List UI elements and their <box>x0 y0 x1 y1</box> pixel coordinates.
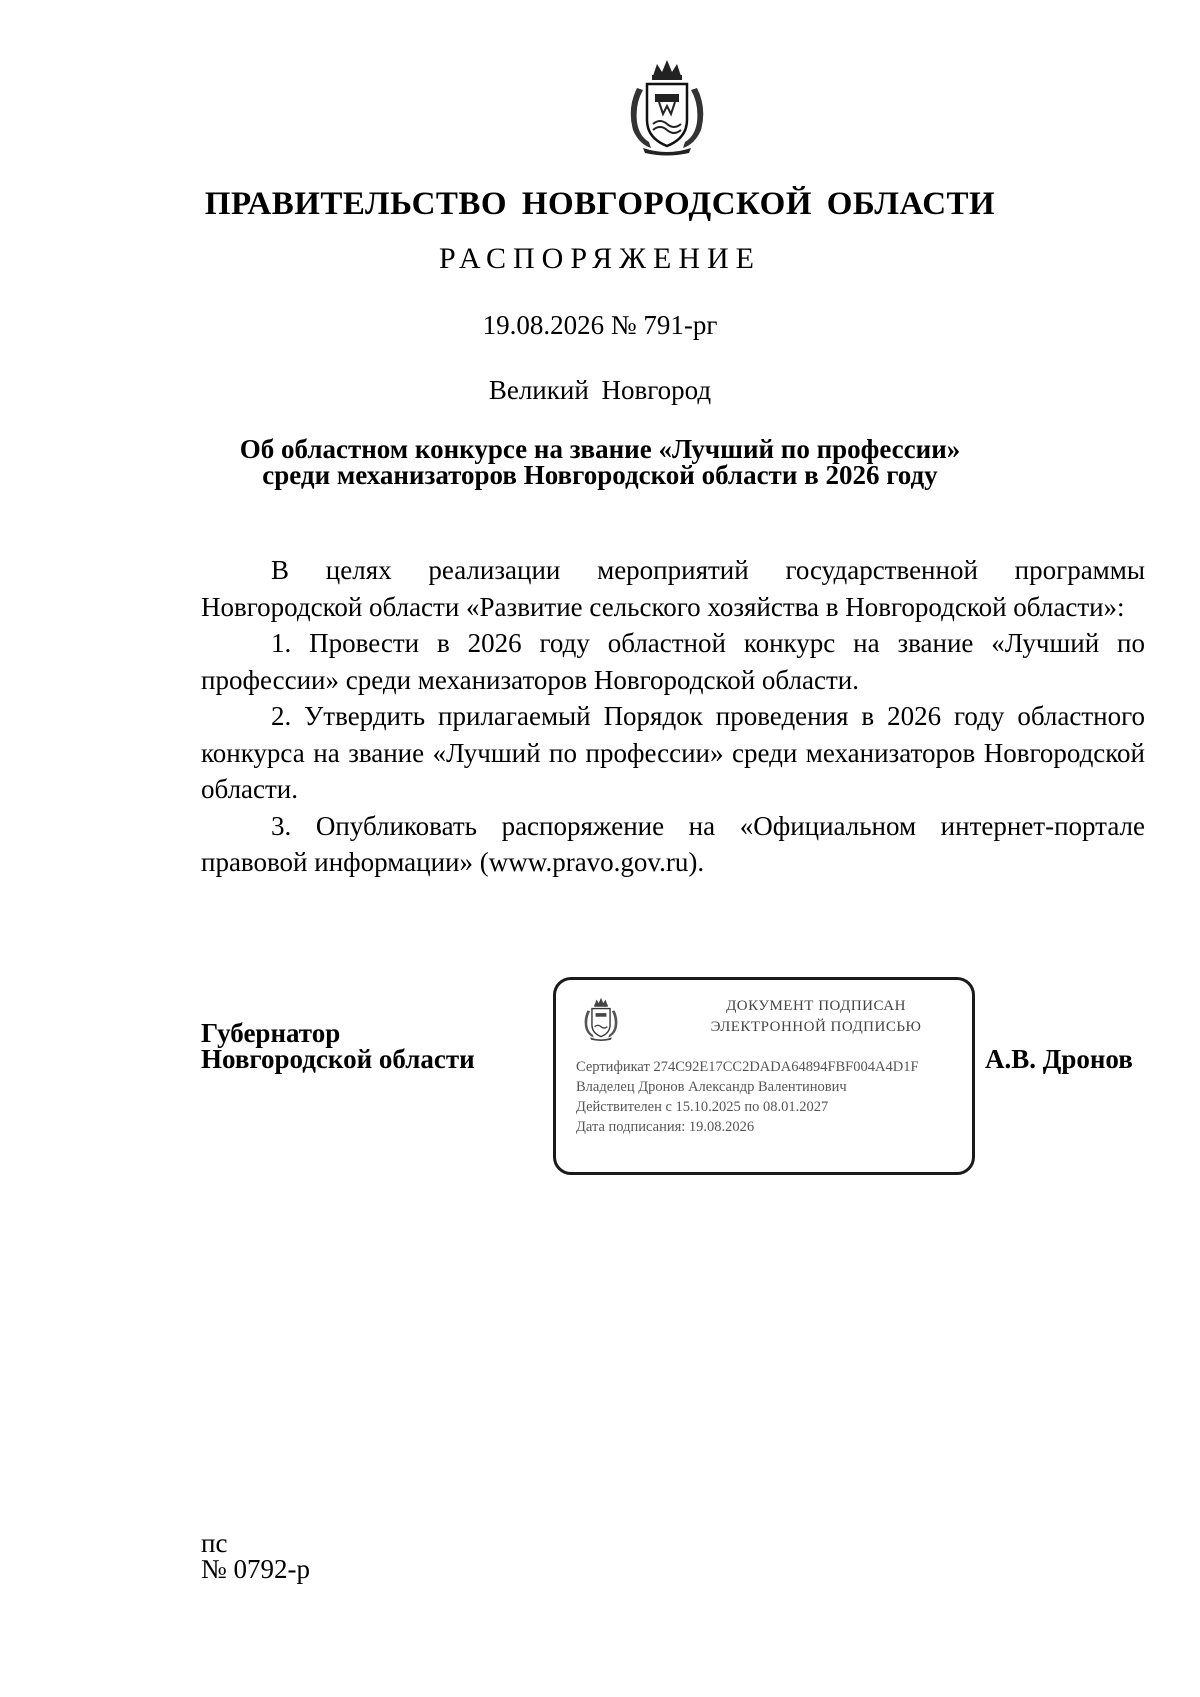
document-footer <box>201 1530 310 1582</box>
novgorod-coat-of-arms-icon <box>625 58 709 156</box>
position-line-1: Губернатор <box>201 1018 341 1048</box>
signatory-position <box>201 1020 475 1072</box>
document-date-number: 19.08.2026 № 791-рг <box>482 310 718 340</box>
document-city: Великий Новгород <box>488 375 712 405</box>
stamp-heading-line-1: ДОКУМЕНТ ПОДПИСАН <box>726 998 906 1014</box>
document-type: РАСПОРЯЖЕНИЕ <box>438 242 762 275</box>
stamp-owner: Владелец Дронов Александр Валентинович <box>576 1079 847 1095</box>
body-paragraph: 1. Провести в 2026 году областной конкурс на звание «Лучший по профессии» среди механизаторов Новгородской области. <box>201 628 1145 695</box>
electronic-signature-stamp <box>553 977 975 1175</box>
subject-line-1: Об областном конкурсе на звание «Лучший по профессии» <box>239 434 961 464</box>
body-paragraph: В целях реализации мероприятий государственной программы Новгородской области «Развитие сельского хозяйства в Новгородской области»: <box>201 555 1145 622</box>
subject-line-2: среди механизаторов Новгородской области в 2026 году <box>262 460 938 490</box>
government-title: ПРАВИТЕЛЬСТВО НОВГОРОДСКОЙ ОБЛАСТИ <box>204 186 996 222</box>
document-body <box>201 552 1145 881</box>
position-line-2: Новгородской области <box>201 1044 475 1074</box>
stamp-signing-date: Дата подписания: 19.08.2026 <box>576 1119 755 1135</box>
footer-line-1: пс <box>201 1528 228 1558</box>
document-subject <box>0 436 1200 488</box>
footer-line-2: № 0792-р <box>201 1554 311 1584</box>
signatory-name: А.В. Дронов <box>985 1044 1133 1074</box>
body-paragraph: 2. Утвердить прилагаемый Порядок проведения в 2026 году областного конкурса на звание «Лучший по профессии» среди механизаторов Новгородской области. <box>201 701 1145 804</box>
stamp-certificate: Сертификат 274C92E17CC2DADA64894FBF004A4D1F <box>576 1059 919 1075</box>
stamp-heading-line-2: ЭЛЕКТРОННОЙ ПОДПИСЬЮ <box>710 1019 922 1035</box>
body-paragraph: 3. Опубликовать распоряжение на «Официальном интернет-портале правовой информации» (www.pravo.gov.ru). <box>201 810 1145 877</box>
stamp-validity: Действителен с 15.10.2025 по 08.01.2027 <box>576 1099 829 1115</box>
stamp-details <box>576 1057 919 1137</box>
novgorod-coat-of-arms-icon <box>582 996 620 1042</box>
